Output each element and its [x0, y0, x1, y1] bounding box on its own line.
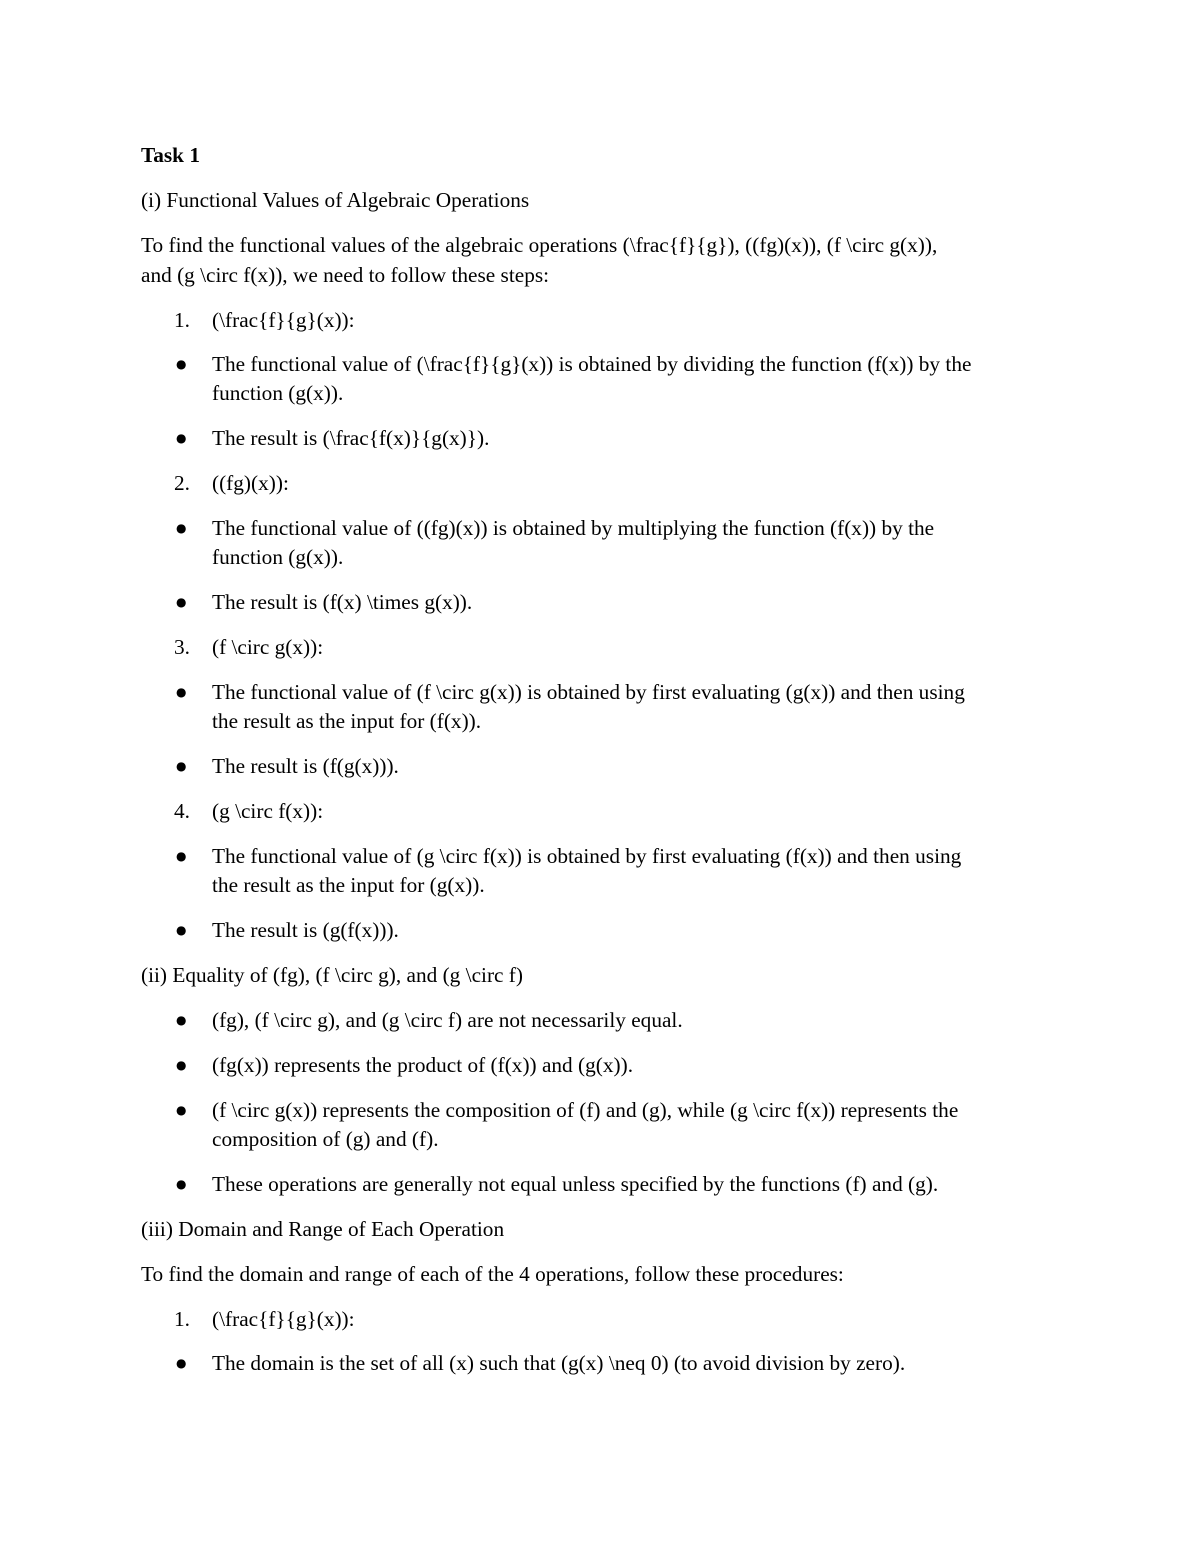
bullet-icon	[176, 678, 186, 707]
bullet-text: The functional value of ((fg)(x)) is obtained by multiplying the function (f(x)) by the	[212, 516, 935, 540]
bullet-icon	[176, 916, 186, 945]
section-heading-ii: (ii) Equality of (fg), (f \circ g), and (g \circ f)	[141, 963, 523, 987]
bullet-icon	[176, 424, 186, 453]
bullet-icon	[176, 1051, 186, 1080]
list-item-label: (f \circ g(x)):	[212, 635, 324, 659]
section-intro-line: and (g \circ f(x)), we need to follow these steps:	[141, 263, 550, 287]
bullet-icon	[176, 1349, 186, 1378]
list-item-label: (\frac{f}{g}(x)):	[212, 308, 355, 332]
bullet-text: The functional value of (g \circ f(x)) is obtained by first evaluating (f(x)) and then using	[212, 844, 962, 868]
list-item-number: 2.	[174, 471, 190, 495]
bullet-text: The result is (f(g(x))).	[212, 754, 399, 778]
bullet-text: function (g(x)).	[212, 381, 344, 405]
list-item-number: 4.	[174, 799, 190, 823]
list-item-number: 3.	[174, 635, 190, 659]
list-item-label: (\frac{f}{g}(x)):	[212, 1307, 355, 1331]
bullet-icon	[176, 752, 186, 781]
bullet-icon	[176, 514, 186, 543]
document-title: Task 1	[141, 143, 201, 167]
section-intro-line: To find the functional values of the algebraic operations (\frac{f}{g}), ((fg)(x)), (f \circ g(x)),	[141, 233, 938, 257]
bullet-text: The result is (g(f(x))).	[212, 918, 399, 942]
bullet-text: the result as the input for (g(x)).	[212, 873, 485, 897]
bullet-text: (fg(x)) represents the product of (f(x)) and (g(x)).	[212, 1053, 634, 1077]
list-item-number: 1.	[174, 1307, 190, 1331]
list-item-label: (g \circ f(x)):	[212, 799, 324, 823]
bullet-text: (fg), (f \circ g), and (g \circ f) are not necessarily equal.	[212, 1008, 683, 1032]
bullet-text: These operations are generally not equal unless specified by the functions (f) and (g).	[212, 1172, 939, 1196]
bullet-text: The result is (f(x) \times g(x)).	[212, 590, 473, 614]
bullet-text: The domain is the set of all (x) such that (g(x) \neq 0) (to avoid division by zero).	[212, 1351, 906, 1375]
bullet-text: composition of (g) and (f).	[212, 1127, 439, 1151]
bullet-icon	[176, 1006, 186, 1035]
bullet-icon	[176, 350, 186, 379]
list-item-label: ((fg)(x)):	[212, 471, 289, 495]
list-item-number: 1.	[174, 308, 190, 332]
bullet-text: The functional value of (\frac{f}{g}(x)) is obtained by dividing the function (f(x)) by the	[212, 352, 972, 376]
bullet-icon	[176, 842, 186, 871]
section-intro-line: To find the domain and range of each of the 4 operations, follow these procedures:	[141, 1262, 844, 1286]
section-heading-i: (i) Functional Values of Algebraic Operations	[141, 188, 530, 212]
bullet-icon	[176, 588, 186, 617]
bullet-text: (f \circ g(x)) represents the composition of (f) and (g), while (g \circ f(x)) represents the	[212, 1098, 959, 1122]
bullet-icon	[176, 1170, 186, 1199]
bullet-text: the result as the input for (f(x)).	[212, 709, 482, 733]
bullet-text: function (g(x)).	[212, 545, 344, 569]
section-heading-iii: (iii) Domain and Range of Each Operation	[141, 1217, 505, 1241]
bullet-icon	[176, 1096, 186, 1125]
bullet-text: The result is (\frac{f(x)}{g(x)}).	[212, 426, 490, 450]
bullet-text: The functional value of (f \circ g(x)) is obtained by first evaluating (g(x)) and then using	[212, 680, 965, 704]
